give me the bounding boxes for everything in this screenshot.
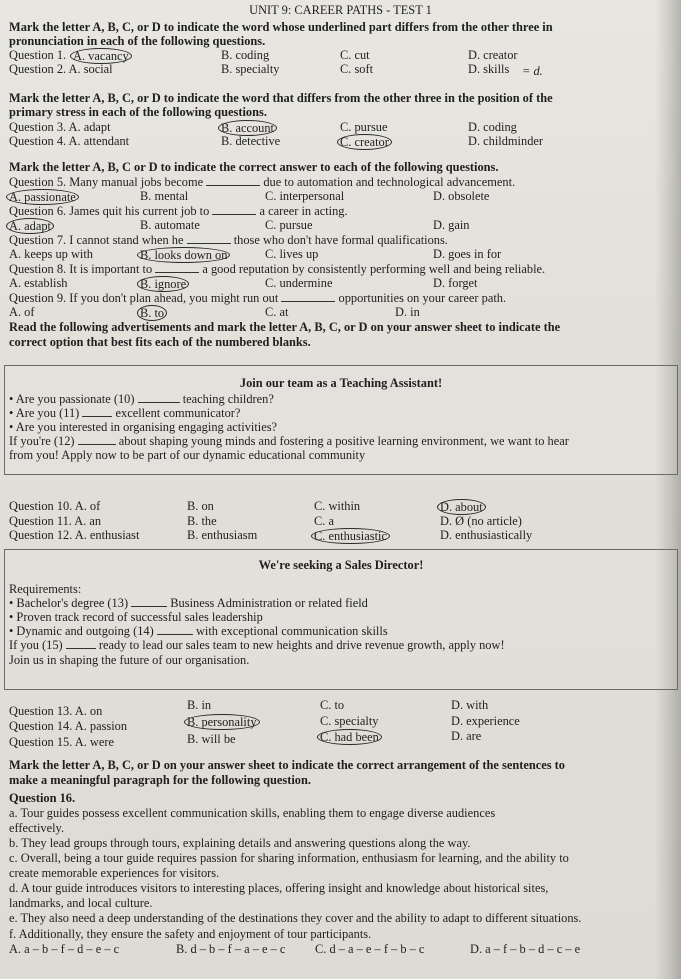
- ad2-line-13: • Bachelor's degree (13) Business Administration or related field: [9, 596, 368, 610]
- instruction-arrangement-cont: make a meaningful paragraph for the following question.: [9, 773, 311, 787]
- q4-option-c[interactable]: C. creator: [340, 134, 392, 150]
- q3-option-c[interactable]: C. pursue: [340, 120, 388, 134]
- q12-option-b[interactable]: B. enthusiasm: [187, 528, 258, 542]
- q1-option-a[interactable]: A. vacancy: [73, 48, 132, 64]
- q16-sentence-d: d. A tour guide introduces visitors to interesting places, offering insight and knowledge about historical sites,: [9, 881, 549, 895]
- q14-option-c[interactable]: C. specialty: [320, 714, 379, 728]
- q14-option-b[interactable]: B. personality: [187, 714, 260, 730]
- ad1-line-12: If you're (12) about shaping young minds and fostering a positive learning environment, we want to hear: [9, 434, 569, 448]
- q9-option-b[interactable]: B. to: [140, 305, 167, 321]
- q16-sentence-b: b. They lead groups through tours, explaining details and answering questions along the way.: [9, 836, 471, 850]
- q13-option-c[interactable]: C. to: [320, 698, 345, 712]
- q15-label: Question 15. A. were: [9, 735, 114, 749]
- instruction-stress: Mark the letter A, B, C, or D to indicate the word that differs from the other three in the position of the: [9, 91, 553, 105]
- q10-option-d[interactable]: D. about: [440, 499, 486, 515]
- q5-stem: Question 5. Many manual jobs become due to automation and technological advancement.: [9, 175, 516, 189]
- q3-option-d[interactable]: D. coding: [468, 120, 517, 134]
- q1-option-c[interactable]: C. cut: [340, 48, 370, 62]
- ad1-line-activities: • Are you interested in organising engaging activities?: [9, 420, 278, 434]
- q10-option-b[interactable]: B. on: [187, 499, 214, 513]
- q16-option-d[interactable]: D. a – f – b – d – c – e: [470, 942, 581, 956]
- q6-stem: Question 6. James quit his current job to a career in acting.: [9, 204, 348, 218]
- q15-option-d[interactable]: D. are: [451, 729, 482, 743]
- q15-option-b[interactable]: B. will be: [187, 732, 236, 746]
- q2-option-d[interactable]: D. skills: [468, 62, 510, 76]
- q6-option-a[interactable]: A. adapt: [9, 218, 54, 234]
- q1-option-b[interactable]: B. coding: [221, 48, 270, 62]
- q11-option-b[interactable]: B. the: [187, 514, 217, 528]
- q16-label: Question 16.: [9, 791, 76, 805]
- teaching-assistant-ad: [4, 365, 678, 475]
- q9-stem: Question 9. If you don't plan ahead, you might run out opportunities on your career path.: [9, 291, 507, 305]
- ad1-line-apply: from you! Apply now to be part of our dynamic educational community: [9, 448, 366, 462]
- q1-label: Question 1.: [9, 48, 67, 62]
- q9-option-a[interactable]: A. of: [9, 305, 35, 319]
- q6-option-c[interactable]: C. pursue: [265, 218, 313, 232]
- q14-option-d[interactable]: D. experience: [451, 714, 520, 728]
- ad2-line-14: • Dynamic and outgoing (14) with exceptional communication skills: [9, 624, 388, 638]
- q9-option-c[interactable]: C. at: [265, 305, 289, 319]
- q16-sentence-c: c. Overall, being a tour guide requires passion for sharing information, enthusiasm for learning, and the ability to: [9, 851, 569, 865]
- q8-option-a[interactable]: A. establish: [9, 276, 68, 290]
- q16-option-a[interactable]: A. a – b – f – d – e – c: [9, 942, 120, 956]
- q14-label: Question 14. A. passion: [9, 719, 128, 733]
- page-title: UNIT 9: CAREER PATHS - TEST 1: [249, 3, 432, 17]
- q1-option-d[interactable]: D. creator: [468, 48, 518, 62]
- ad2-line-join: Join us in shaping the future of our organisation.: [9, 653, 250, 667]
- q8-option-b[interactable]: B. ignore: [140, 276, 189, 292]
- q16-sentence-e: e. They also need a deep understanding of the destinations they cover and the ability to adapt to different situations.: [9, 911, 582, 925]
- q16-sentence-c-cont: create memorable experiences for visitors.: [9, 866, 220, 880]
- q5-option-c[interactable]: C. interpersonal: [265, 189, 345, 203]
- instruction-ads: Read the following advertisements and mark the letter A, B, C, or D on your answer sheet to indicate the: [9, 320, 561, 334]
- ad1-title: Join our team as a Teaching Assistant!: [239, 376, 443, 390]
- q13-label: Question 13. A. on: [9, 704, 103, 718]
- q16-option-c[interactable]: C. d – a – e – f – b – c: [315, 942, 425, 956]
- ad2-line-15: If you (15) ready to lead our sales team to new heights and drive revenue growth, apply now!: [9, 638, 505, 652]
- q3-option-b[interactable]: B. account: [221, 120, 277, 136]
- q2-option-c[interactable]: C. soft: [340, 62, 374, 76]
- ad2-title: We're seeking a Sales Director!: [258, 558, 424, 572]
- q7-option-b[interactable]: B. looks down on: [140, 247, 230, 263]
- instruction-arrangement: Mark the letter A, B, C, or D on your answer sheet to indicate the correct arrangement of the sentences to: [9, 758, 565, 772]
- q2-label: Question 2. A. social: [9, 62, 113, 76]
- q9-option-d[interactable]: D. in: [395, 305, 420, 319]
- q15-option-c[interactable]: C. had been: [320, 729, 382, 745]
- ad1-line-11: • Are you (11) excellent communicator?: [9, 406, 241, 420]
- q12-label: Question 12. A. enthusiast: [9, 528, 140, 542]
- q4-option-d[interactable]: D. childminder: [468, 134, 544, 148]
- q12-option-c[interactable]: C. enthusiastic: [314, 528, 390, 544]
- q10-option-c[interactable]: C. within: [314, 499, 361, 513]
- q2-handwritten-note: = d.: [522, 64, 543, 78]
- q4-label: Question 4. A. attendant: [9, 134, 130, 148]
- instruction-pronunciation: Mark the letter A, B, C, or D to indicate the word whose underlined part differs from the other three in: [9, 20, 553, 34]
- q8-option-c[interactable]: C. undermine: [265, 276, 333, 290]
- q6-option-d[interactable]: D. gain: [433, 218, 470, 232]
- q16-sentence-f: f. Additionally, they ensure the safety and enjoyment of tour participants.: [9, 927, 372, 941]
- q11-option-d[interactable]: D. Ø (no article): [440, 514, 522, 528]
- sales-director-ad: [4, 549, 678, 690]
- instruction-pronunciation-cont: pronunciation in each of the following questions.: [9, 34, 266, 48]
- q5-option-b[interactable]: B. mental: [140, 189, 189, 203]
- q6-option-b[interactable]: B. automate: [140, 218, 200, 232]
- page-fold-shadow: [655, 0, 681, 979]
- q13-option-d[interactable]: D. with: [451, 698, 489, 712]
- q11-label: Question 11. A. an: [9, 514, 102, 528]
- q8-option-d[interactable]: D. forget: [433, 276, 478, 290]
- ad2-requirements: Requirements:: [9, 582, 82, 596]
- q7-stem: Question 7. I cannot stand when he those who don't have formal qualifications.: [9, 233, 448, 247]
- q5-option-d[interactable]: D. obsolete: [433, 189, 490, 203]
- q7-option-a[interactable]: A. keeps up with: [9, 247, 93, 261]
- q13-option-b[interactable]: B. in: [187, 698, 212, 712]
- ad1-line-10: • Are you passionate (10) teaching children?: [9, 392, 274, 406]
- q7-option-c[interactable]: C. lives up: [265, 247, 319, 261]
- q10-label: Question 10. A. of: [9, 499, 101, 513]
- q16-sentence-a: a. Tour guides possess excellent communication skills, enabling them to engage diverse audiences: [9, 806, 496, 820]
- instruction-correct-answer: Mark the letter A, B, C or D to indicate the correct answer to each of the following questions.: [9, 160, 499, 174]
- q3-label: Question 3. A. adapt: [9, 120, 111, 134]
- q4-option-b[interactable]: B. detective: [221, 134, 281, 148]
- q16-option-b[interactable]: B. d – b – f – a – e – c: [176, 942, 286, 956]
- instruction-stress-cont: primary stress in each of the following questions.: [9, 105, 267, 119]
- q8-stem: Question 8. It is important to a good reputation by consistently performing well and being reliable.: [9, 262, 546, 276]
- q2-option-b[interactable]: B. specialty: [221, 62, 280, 76]
- q16-sentence-a-cont: effectively.: [9, 821, 65, 835]
- instruction-ads-cont: correct option that best fits each of the numbered blanks.: [9, 335, 311, 349]
- q11-option-c[interactable]: C. a: [314, 514, 334, 528]
- q12-option-d[interactable]: D. enthusiastically: [440, 528, 533, 542]
- ad2-line-track-record: • Proven track record of successful sales leadership: [9, 610, 263, 624]
- q5-option-a[interactable]: A. passionate: [9, 189, 79, 205]
- q16-sentence-d-cont: landmarks, and local culture.: [9, 896, 153, 910]
- q7-option-d[interactable]: D. goes in for: [433, 247, 502, 261]
